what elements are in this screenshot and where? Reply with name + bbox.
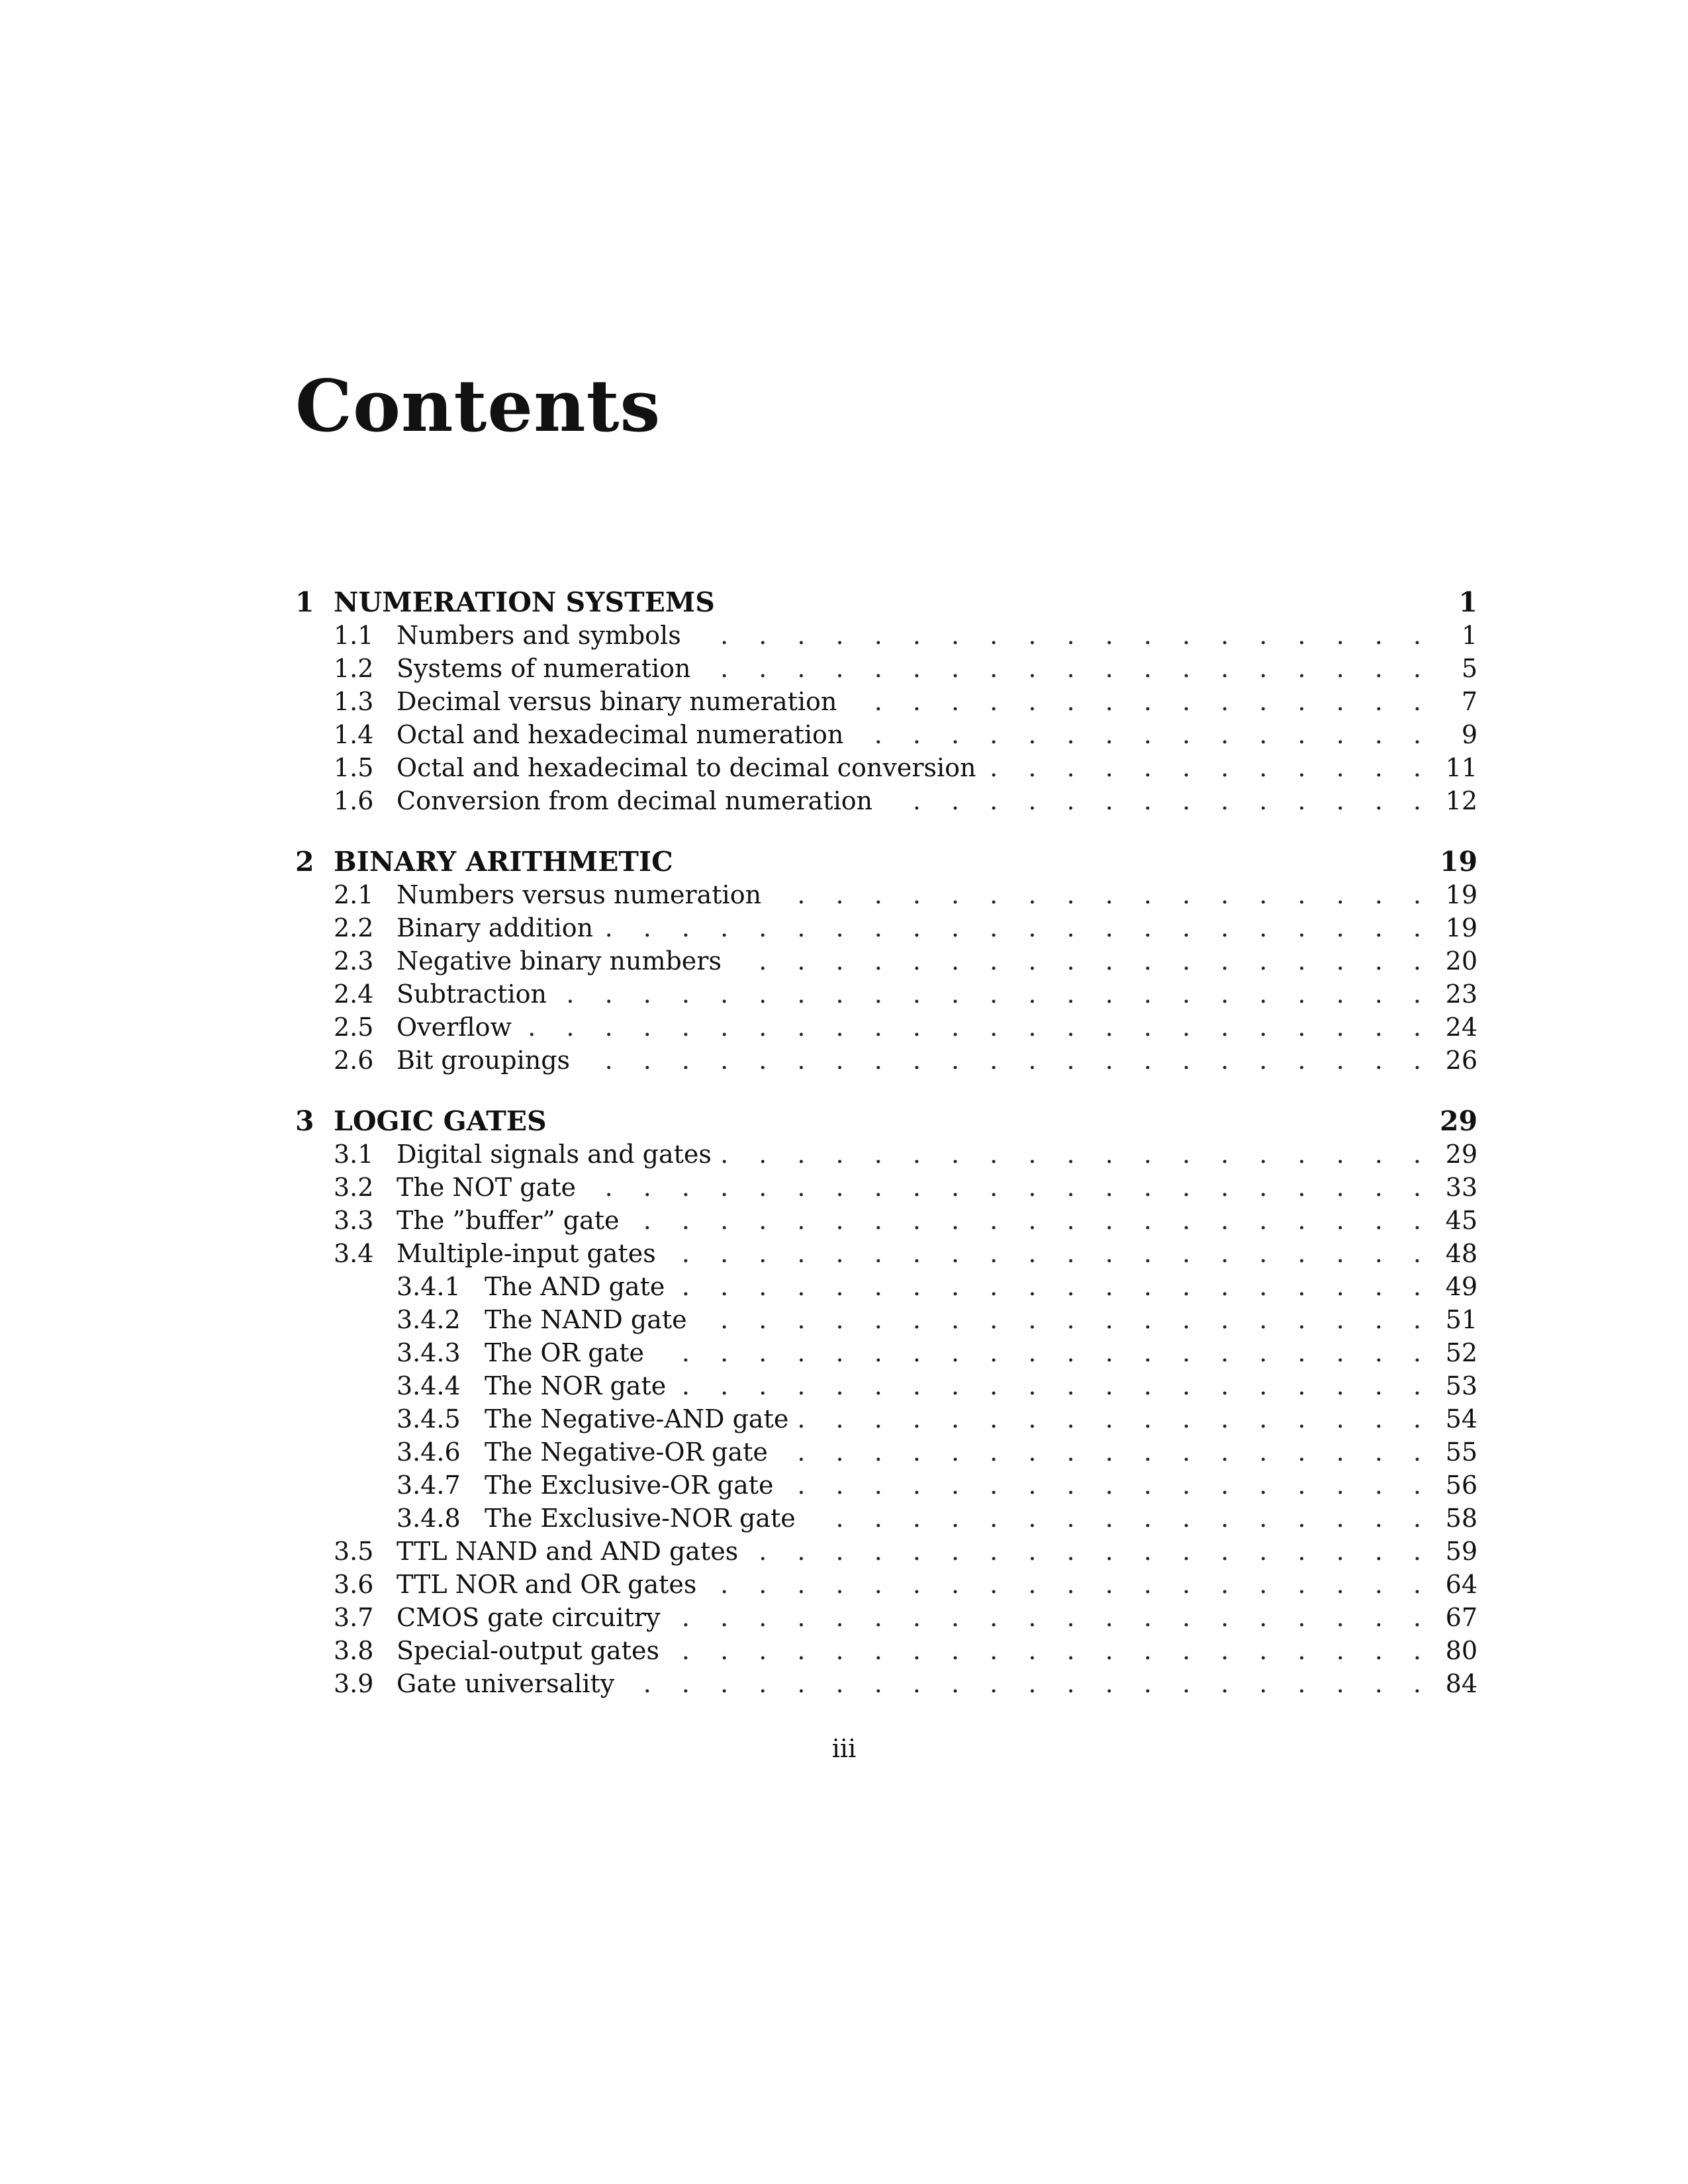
section-number: 3.1: [334, 1140, 374, 1169]
section-number: 1.4: [334, 720, 374, 749]
section-number: 3.4.1: [397, 1272, 461, 1301]
section-page-number: 52: [1445, 1338, 1477, 1367]
section-page-number: 20: [1445, 946, 1477, 976]
section-title: Bit groupings: [397, 1046, 571, 1075]
section-number: 1.1: [334, 621, 374, 650]
toc-chapter-entry[interactable]: [295, 845, 1477, 878]
chapter-title: LOGIC GATES: [334, 1105, 547, 1137]
section-page-number: 55: [1445, 1437, 1477, 1467]
toc-section-entry[interactable]: [295, 685, 1477, 718]
section-number: 2.2: [334, 913, 374, 942]
section-title: Gate universality: [397, 1669, 615, 1698]
section-title: Octal and hexadecimal numeration: [397, 720, 844, 749]
section-title: Digital signals and gates: [397, 1140, 712, 1169]
dot-leader: [675, 1369, 1432, 1402]
dot-leader: [585, 1171, 1432, 1204]
toc-section-entry[interactable]: [295, 751, 1477, 784]
section-number: 2.5: [334, 1013, 374, 1042]
section-title: The Exclusive-OR gate: [485, 1471, 774, 1500]
chapter-page-number: 19: [1439, 846, 1477, 878]
section-page-number: 53: [1445, 1371, 1477, 1400]
toc-section-entry[interactable]: [295, 652, 1477, 685]
toc-section-entry[interactable]: [295, 978, 1477, 1011]
dot-leader: [674, 1270, 1432, 1303]
chapter-number: 2: [295, 846, 314, 878]
section-number: 3.2: [334, 1173, 374, 1202]
toc-section-entry[interactable]: [295, 718, 1477, 751]
dot-leader: [798, 1402, 1432, 1435]
section-title: Numbers versus numeration: [397, 880, 762, 909]
section-title: The NOT gate: [397, 1173, 576, 1202]
section-page-number: 5: [1461, 654, 1477, 683]
toc-section-entry[interactable]: [295, 784, 1477, 817]
section-title: Octal and hexadecimal to decimal conversion: [397, 753, 976, 782]
section-page-number: 59: [1445, 1537, 1477, 1566]
toc-section-entry[interactable]: [295, 944, 1477, 978]
dot-leader: [777, 1435, 1432, 1469]
section-page-number: 12: [1445, 786, 1477, 815]
chapter-number: 1: [295, 586, 314, 618]
chapter-number: 3: [295, 1105, 314, 1137]
dot-leader: [653, 1336, 1432, 1369]
toc-section-entry[interactable]: [295, 1667, 1477, 1700]
section-title: Binary addition: [397, 913, 594, 942]
section-number: 3.4.5: [397, 1404, 461, 1433]
section-number: 3.9: [334, 1669, 374, 1698]
dot-leader: [696, 1303, 1432, 1336]
toc-subsection-entry[interactable]: [295, 1402, 1477, 1435]
dot-leader: [783, 1469, 1433, 1502]
dot-leader: [846, 685, 1432, 718]
section-page-number: 29: [1445, 1140, 1477, 1169]
section-page-number: 9: [1461, 720, 1477, 749]
section-page-number: 11: [1445, 753, 1477, 782]
dot-leader: [602, 911, 1432, 944]
toc-section-entry[interactable]: [295, 1237, 1477, 1270]
toc-subsection-entry[interactable]: [295, 1336, 1477, 1369]
section-title: The NOR gate: [485, 1371, 667, 1400]
section-number: 3.4.7: [397, 1471, 461, 1500]
section-title: The Negative-AND gate: [485, 1404, 789, 1433]
dot-leader: [721, 1138, 1432, 1171]
dot-leader: [521, 1011, 1432, 1044]
toc-subsection-entry[interactable]: [295, 1435, 1477, 1469]
dot-leader: [986, 751, 1432, 784]
page-number: iii: [831, 1734, 857, 1763]
section-title: Systems of numeration: [397, 654, 691, 683]
section-title: Conversion from decimal numeration: [397, 786, 873, 815]
section-title: The ”buffer” gate: [397, 1206, 620, 1235]
section-title: The OR gate: [485, 1338, 644, 1367]
toc-subsection-entry[interactable]: [295, 1270, 1477, 1303]
section-page-number: 48: [1445, 1239, 1477, 1268]
section-page-number: 26: [1445, 1046, 1477, 1075]
section-page-number: 45: [1445, 1206, 1477, 1235]
section-title: TTL NOR and OR gates: [397, 1570, 697, 1599]
section-title: CMOS gate circuitry: [397, 1603, 661, 1632]
section-page-number: 84: [1445, 1669, 1477, 1698]
dot-leader: [706, 1568, 1432, 1601]
toc-section-entry[interactable]: [295, 1044, 1477, 1077]
section-number: 3.7: [334, 1603, 374, 1632]
toc-chapter: [295, 586, 1477, 817]
dot-leader: [690, 619, 1432, 652]
section-number: 3.3: [334, 1206, 374, 1235]
section-number: 2.6: [334, 1046, 374, 1075]
section-page-number: 54: [1445, 1404, 1477, 1433]
dot-leader: [556, 978, 1432, 1011]
toc-chapter-entry[interactable]: [295, 586, 1477, 619]
section-number: 3.4.4: [397, 1371, 461, 1400]
dot-leader: [700, 652, 1432, 685]
section-title: The Negative-OR gate: [485, 1437, 768, 1467]
section-title: Negative binary numbers: [397, 946, 722, 976]
toc-section-entry[interactable]: [295, 619, 1477, 652]
section-number: 3.8: [334, 1636, 374, 1665]
toc-section-entry[interactable]: [295, 878, 1477, 911]
section-title: Overflow: [397, 1013, 512, 1042]
section-title: The Exclusive-NOR gate: [485, 1504, 796, 1533]
section-number: 1.3: [334, 687, 374, 716]
section-number: 3.4.3: [397, 1338, 461, 1367]
section-number: 3.4: [334, 1239, 374, 1268]
toc-section-entry[interactable]: [295, 1634, 1477, 1667]
section-page-number: 1: [1461, 621, 1477, 650]
chapter-title: BINARY ARITHMETIC: [334, 846, 673, 878]
section-title: Subtraction: [397, 979, 547, 1009]
toc-subsection-entry[interactable]: [295, 1502, 1477, 1535]
section-title: Numbers and symbols: [397, 621, 681, 650]
dot-leader: [669, 1634, 1432, 1667]
section-page-number: 24: [1445, 1013, 1477, 1042]
section-number: 2.3: [334, 946, 374, 976]
dot-leader: [579, 1044, 1432, 1077]
toc-section-entry[interactable]: [295, 1011, 1477, 1044]
dot-leader: [771, 878, 1432, 911]
section-page-number: 67: [1445, 1603, 1477, 1632]
table-of-contents: [295, 586, 1477, 1728]
section-page-number: 23: [1445, 979, 1477, 1009]
toc-subsection-entry[interactable]: [295, 1469, 1477, 1502]
section-number: 1.2: [334, 654, 374, 683]
toc-section-entry[interactable]: [295, 1171, 1477, 1204]
dot-leader: [665, 1237, 1432, 1270]
section-number: 2.4: [334, 979, 374, 1009]
chapter-page-number: 29: [1439, 1105, 1477, 1137]
section-page-number: 49: [1445, 1272, 1477, 1301]
dot-leader: [629, 1204, 1432, 1237]
section-title: Decimal versus binary numeration: [397, 687, 837, 716]
dot-leader: [669, 1601, 1432, 1634]
dot-leader: [805, 1502, 1432, 1535]
section-title: Special-output gates: [397, 1636, 659, 1665]
toc-subsection-entry[interactable]: [295, 1303, 1477, 1336]
section-number: 3.4.8: [397, 1504, 461, 1533]
toc-section-entry[interactable]: [295, 1568, 1477, 1601]
dot-leader: [624, 1667, 1432, 1700]
section-page-number: 7: [1461, 687, 1477, 716]
section-page-number: 58: [1445, 1504, 1477, 1533]
section-page-number: 56: [1445, 1471, 1477, 1500]
section-page-number: 64: [1445, 1570, 1477, 1599]
section-number: 2.1: [334, 880, 374, 909]
dot-leader: [882, 784, 1432, 817]
section-page-number: 51: [1445, 1305, 1477, 1334]
chapter-title: NUMERATION SYSTEMS: [334, 586, 715, 618]
section-page-number: 80: [1445, 1636, 1477, 1665]
section-title: The NAND gate: [485, 1305, 687, 1334]
dot-leader: [853, 718, 1432, 751]
section-number: 1.6: [334, 786, 374, 815]
toc-chapter-entry[interactable]: [295, 1105, 1477, 1138]
section-number: 3.4.6: [397, 1437, 461, 1467]
section-number: 3.4.2: [397, 1305, 461, 1334]
toc-section-entry[interactable]: [295, 911, 1477, 944]
section-page-number: 19: [1445, 913, 1477, 942]
section-number: 1.5: [334, 753, 374, 782]
toc-section-entry[interactable]: [295, 1601, 1477, 1634]
page-title: Contents: [295, 365, 661, 448]
section-title: The AND gate: [485, 1272, 665, 1301]
toc-chapter: [295, 1105, 1477, 1700]
section-title: TTL NAND and AND gates: [397, 1537, 739, 1566]
section-page-number: 19: [1445, 880, 1477, 909]
dot-leader: [747, 1535, 1432, 1568]
section-number: 3.6: [334, 1570, 374, 1599]
section-page-number: 33: [1445, 1173, 1477, 1202]
toc-section-entry[interactable]: [295, 1204, 1477, 1237]
toc-subsection-entry[interactable]: [295, 1369, 1477, 1402]
dot-leader: [731, 944, 1432, 978]
toc-section-entry[interactable]: [295, 1535, 1477, 1568]
section-number: 3.5: [334, 1537, 374, 1566]
toc-chapter: [295, 845, 1477, 1077]
chapter-page-number: 1: [1458, 586, 1477, 618]
section-title: Multiple-input gates: [397, 1239, 656, 1268]
toc-section-entry[interactable]: [295, 1138, 1477, 1171]
